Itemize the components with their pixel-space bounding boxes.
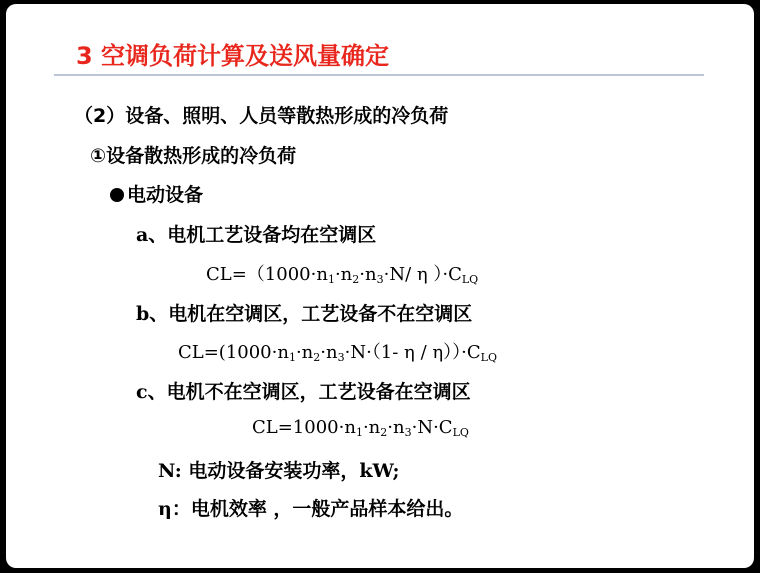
bullet-icon [110, 188, 124, 202]
bullet-heading-text: 电动设备 [127, 184, 204, 206]
case-b-text: b、电机在空调区，工艺设备不在空调区 [136, 303, 473, 325]
section-heading: （2）设备、照明、人员等散热形成的冷负荷 [74, 105, 449, 127]
definition-eta: η：电机效率 ，一般产品样本给出。 [158, 498, 464, 520]
case-a-text: a、电机工艺设备均在空调区 [136, 224, 377, 246]
title-divider [54, 74, 704, 76]
subsection-heading: ①设备散热形成的冷负荷 [90, 145, 297, 167]
definition-n: N: 电动设备安装功率，kW; [158, 460, 400, 482]
case-b-formula: $CL=(1000\cdot n_1\cdot n_2\cdot n_3\cdot N\cdot(1-$ $\eta / \eta))\cdot C_{LQ}$ [178, 342, 497, 364]
slide [6, 4, 754, 568]
case-a-formula: $CL=(1000\cdot n_1\cdot n_2\cdot n_3\cdot N/$ η ）$\cdot C_{LQ}$ [206, 264, 479, 286]
bullet-heading [110, 180, 203, 207]
case-c-text: c、电机不在空调区，工艺设备在空调区 [136, 381, 471, 403]
page-title: 3 空调负荷计算及送风量确定 [76, 42, 390, 70]
case-c-formula: $CL=1000\cdot n_1\cdot n_2\cdot n_3\cdot N\cdot C_{LQ}$ [252, 417, 469, 439]
